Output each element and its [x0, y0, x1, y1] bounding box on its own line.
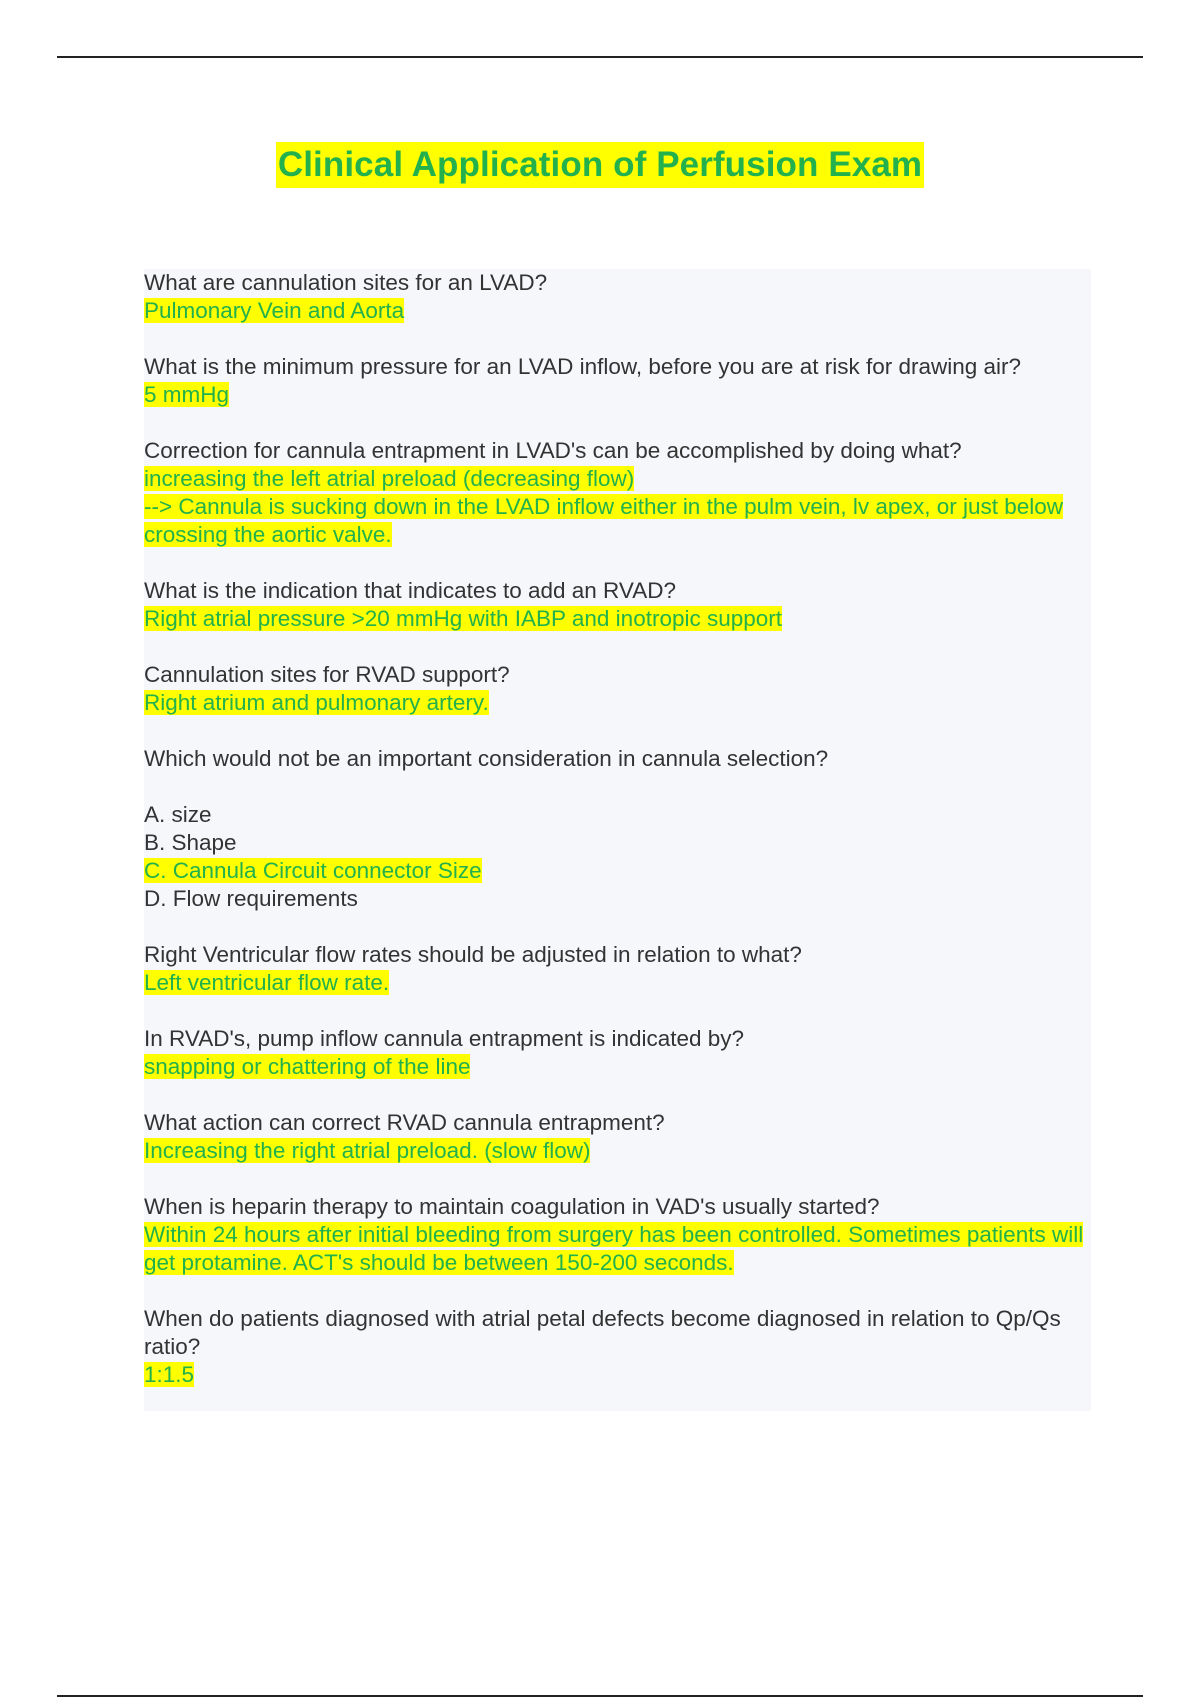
answer-text: 1:1.5 [144, 1362, 195, 1387]
qa-item [144, 1109, 1091, 1165]
answer-text: increasing the left atrial preload (decreasing flow) [144, 466, 635, 491]
qa-item [144, 1025, 1091, 1081]
answer-text: Increasing the right atrial preload. (slow flow) [144, 1138, 591, 1163]
bottom-rule [57, 1695, 1143, 1697]
title-container [0, 142, 1200, 188]
qa-item [144, 1193, 1091, 1277]
answer-text: Within 24 hours after initial bleeding from surgery has been controlled. Sometimes patients will get protamine. ACT's should be between 150-200 seconds. [144, 1222, 1084, 1275]
qa-item [144, 269, 1091, 325]
question-text: Right Ventricular flow rates should be adjusted in relation to what? [144, 942, 802, 967]
qa-item [144, 661, 1091, 717]
question-text: When do patients diagnosed with atrial petal defects become diagnosed in relation to Qp/Qs ratio? [144, 1306, 1061, 1359]
question-text: Cannulation sites for RVAD support? [144, 662, 510, 687]
option-c-correct: C. Cannula Circuit connector Size [144, 858, 482, 883]
option-b: B. Shape [144, 830, 237, 855]
question-text: What action can correct RVAD cannula entrapment? [144, 1110, 665, 1135]
question-text: Which would not be an important consideration in cannula selection? [144, 746, 829, 771]
answer-text: 5 mmHg [144, 382, 230, 407]
option-d: D. Flow requirements [144, 886, 358, 911]
question-text: What are cannulation sites for an LVAD? [144, 270, 548, 295]
page-title: Clinical Application of Perfusion Exam [276, 142, 924, 188]
question-text: When is heparin therapy to maintain coagulation in VAD's usually started? [144, 1194, 880, 1219]
question-text: In RVAD's, pump inflow cannula entrapment is indicated by? [144, 1026, 745, 1051]
answer-text: Right atrium and pulmonary artery. [144, 690, 489, 715]
qa-item-multiple-choice [144, 745, 1091, 913]
qa-item [144, 577, 1091, 633]
answer-text: Pulmonary Vein and Aorta [144, 298, 405, 323]
qa-content [144, 269, 1091, 1411]
question-text: Correction for cannula entrapment in LVAD's can be accomplished by doing what? [144, 438, 962, 463]
answer-text: snapping or chattering of the line [144, 1054, 471, 1079]
qa-item [144, 437, 1091, 549]
top-rule [57, 56, 1143, 58]
option-a: A. size [144, 802, 212, 827]
qa-item [144, 353, 1091, 409]
question-text: What is the minimum pressure for an LVAD inflow, before you are at risk for drawing air? [144, 354, 1022, 379]
answer-text: Right atrial pressure >20 mmHg with IABP and inotropic support [144, 606, 783, 631]
qa-item [144, 941, 1091, 997]
question-text: What is the indication that indicates to add an RVAD? [144, 578, 676, 603]
answer-text: Left ventricular flow rate. [144, 970, 390, 995]
qa-item [144, 1305, 1091, 1389]
answer-explanation: --> Cannula is sucking down in the LVAD inflow either in the pulm vein, lv apex, or just below crossing the aortic valve. [144, 494, 1064, 547]
